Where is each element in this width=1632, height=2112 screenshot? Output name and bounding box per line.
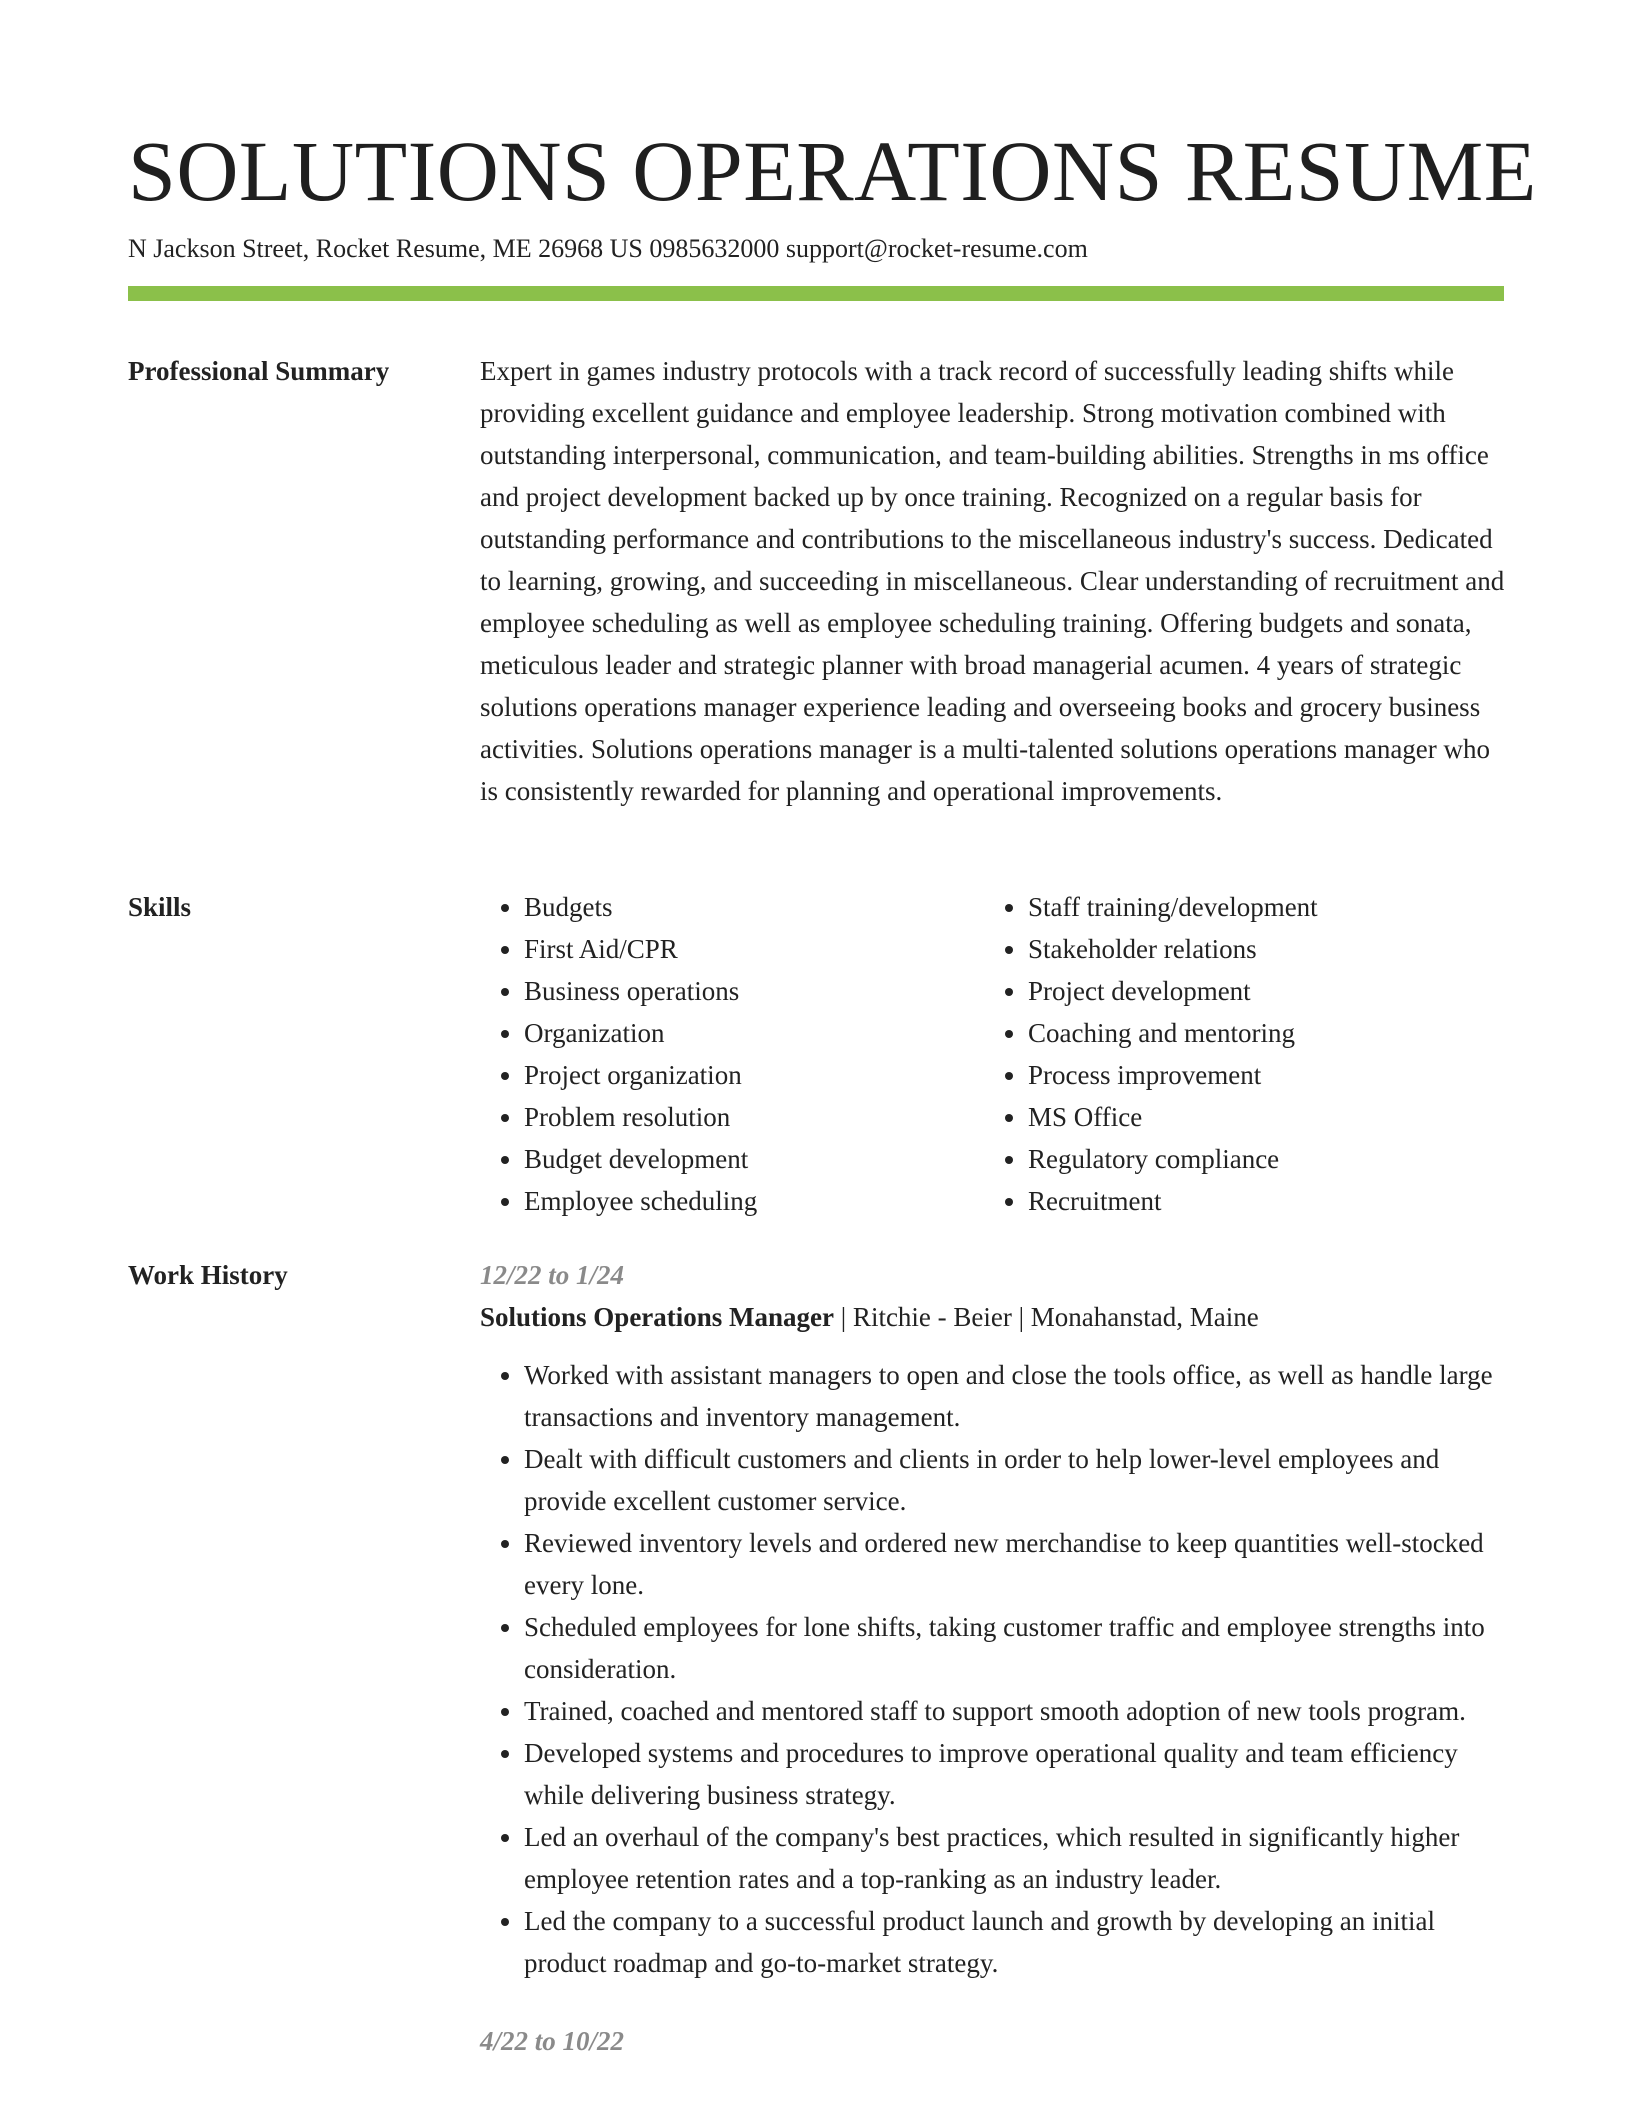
job-heading [480, 1296, 1508, 1338]
job-dates: 4/22 to 10/22 [480, 2026, 625, 2056]
job-company-location: | Ritchie - Beier | Monahanstad, Maine [834, 1302, 1259, 1332]
job-dates: 12/22 to 1/24 [480, 1260, 625, 1290]
skill-item: • Staff training/development [1028, 886, 1488, 928]
summary-label: Professional Summary [128, 356, 390, 386]
skill-item: • MS Office [1028, 1096, 1488, 1138]
skill-item: • Business operations [524, 970, 984, 1012]
job-bullet: • Worked with assistant managers to open and close the tools office, as well as handle large transactions and inventory management. [524, 1354, 1508, 1438]
work-history-label: Work History [128, 1260, 288, 1290]
skill-item: • Budgets [524, 886, 984, 928]
skill-item: • Stakeholder relations [1028, 928, 1488, 970]
skill-item: • First Aid/CPR [524, 928, 984, 970]
summary-content [480, 350, 1508, 812]
job-bullet: • Scheduled employees for lone shifts, taking customer traffic and employee strengths into consideration. [524, 1606, 1508, 1690]
skill-item: • Regulatory compliance [1028, 1138, 1488, 1180]
contact-info: N Jackson Street, Rocket Resume, ME 26968 US 0985632000 support@rocket-resume.com [128, 234, 1088, 263]
skills-list-left [480, 886, 984, 1222]
resume-title: SOLUTIONS OPERATIONS RESUME [128, 123, 1537, 219]
job-bullet: • Reviewed inventory levels and ordered new merchandise to keep quantities well-stocked every lone. [524, 1522, 1508, 1606]
skill-item: • Project organization [524, 1054, 984, 1096]
job-bullet: • Developed systems and procedures to improve operational quality and team efficiency while delivering business strategy. [524, 1732, 1508, 1816]
job-entry [480, 2020, 1508, 2062]
job-bullet: • Trained, coached and mentored staff to support smooth adoption of new tools program. [524, 1690, 1508, 1732]
skill-item: • Project development [1028, 970, 1488, 1012]
job-bullet: • Dealt with difficult customers and clients in order to help lower-level employees and provide excellent customer service. [524, 1438, 1508, 1522]
job-entry [480, 1254, 1508, 1984]
header-divider [128, 286, 1504, 301]
skill-item: • Budget development [524, 1138, 984, 1180]
summary-text: Expert in games industry protocols with a track record of successfully leading shifts while providing excellent guidance and employee leadership. Strong motivation combined with outstanding interpersonal, communication, and team-building abilities. Strengths in ms office and project development backed up by once training. Recognized on a regular basis for outstanding performance and contributions to the miscellaneous industry's success. Dedicated to learning, growing, and succeeding in miscellaneous. Clear understanding of recruitment and employee scheduling as well as employee scheduling training. Offering budgets and sonata, meticulous leader and strategic planner with broad managerial acumen. 4 years of strategic solutions operations manager experience leading and overseeing books and grocery business activities. Solutions operations manager is a multi-talented solutions operations manager who is consistently rewarded for planning and operational improvements. [480, 356, 1505, 806]
job-bullet: • Led the company to a successful product launch and growth by developing an initial product roadmap and go-to-market strategy. [524, 1900, 1508, 1984]
skills-grid [480, 886, 1508, 1222]
skills-label: Skills [128, 892, 192, 922]
skills-list-right [984, 886, 1488, 1222]
job-bullets [480, 1354, 1508, 1984]
skill-item: • Recruitment [1028, 1180, 1488, 1222]
skill-item: • Organization [524, 1012, 984, 1054]
job-bullet: • Led an overhaul of the company's best practices, which resulted in significantly higher employee retention rates and a top-ranking as an industry leader. [524, 1816, 1508, 1900]
skills-content [480, 886, 1508, 1222]
skill-item: • Problem resolution [524, 1096, 984, 1138]
job-title: Solutions Operations Manager [480, 1302, 835, 1332]
work-history-content [480, 1254, 1508, 2062]
skill-item: • Process improvement [1028, 1054, 1488, 1096]
skill-item: • Employee scheduling [524, 1180, 984, 1222]
skill-item: • Coaching and mentoring [1028, 1012, 1488, 1054]
